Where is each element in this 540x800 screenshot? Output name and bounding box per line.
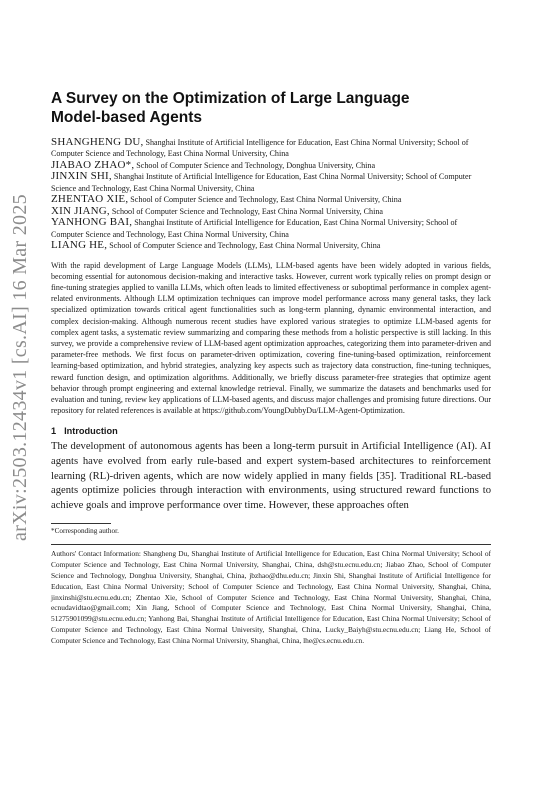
author-entry bbox=[51, 240, 491, 251]
author-name: JIABAO ZHAO*, bbox=[51, 158, 135, 171]
section-number: 1 bbox=[51, 426, 57, 437]
author-affiliation: Shanghai Institute of Artificial Intelligence for Education, East China Normal University; School of Computer Science and Technology, East China Normal University, China bbox=[51, 172, 472, 193]
author-name: LIANG HE, bbox=[51, 239, 108, 252]
author-name: ZHENTAO XIE, bbox=[51, 193, 129, 206]
author-list bbox=[51, 137, 491, 252]
abstract: With the rapid development of Large Language Models (LLMs), LLM-based agents have been widely adopted in various fields, becoming essential for autonomous decision-making and interactive tasks. However, current work typically relies on prompt design or fine-tuning strategies applied to vanilla LLMs, which often leads to limited effectiveness or suboptimal performance in complex agent-related environments. Although LLM optimization techniques can improve model performance across many general tasks, they lack specialized optimization towards critical agent functionalities such as long-term planning, dynamic environmental interaction, and complex decision-making. Although numerous recent studies have explored various strategies to optimize LLM-based agents for complex agent tasks, a systematic review summarizing and comparing these methods from a holistic perspective is still lacking. In this survey, we provide a comprehensive review of LLM-based agent optimization approaches, categorizing them into parameter-driven and parameter-free methods. We first focus on parameter-driven optimization, covering fine-tuning-based optimization, reinforcement learning-based optimization, and hybrid strategies, analyzing key aspects such as trajectory data construction, fine-tuning techniques, reward function design, and optimization algorithms. Additionally, we briefly discuss parameter-free strategies that optimize agent behavior through prompt engineering and external knowledge retrieval. Finally, we summarize the datasets and benchmarks used for evaluation and tuning, review key applications of LLM-based agents, and discuss major challenges and promising future directions. Our repository for related references is available at https://github.com/YoungDubbyDu/LLM-Agent-Optimization. bbox=[51, 260, 491, 416]
author-entry bbox=[51, 137, 491, 160]
section-title: Introduction bbox=[64, 426, 118, 437]
author-entry bbox=[51, 171, 491, 194]
author-name: XIN JIANG, bbox=[51, 204, 110, 217]
author-name: SHANGHENG DU, bbox=[51, 136, 144, 148]
footnote-rule bbox=[51, 523, 111, 524]
author-affiliation: School of Computer Science and Technology, East China Normal University, China bbox=[109, 206, 383, 216]
author-affiliation: School of Computer Science and Technology, East China Normal University, China bbox=[107, 241, 381, 251]
arxiv-identifier: arXiv:2503.12434v1 [cs.AI] 16 Mar 2025 bbox=[8, 194, 31, 541]
author-affiliation: School of Computer Science and Technology, Donghua University, China bbox=[134, 160, 376, 170]
contact-separator bbox=[51, 544, 491, 545]
author-affiliation: Shanghai Institute of Artificial Intelligence for Education, East China Normal University; School of Computer Science and Technology, East China Normal University, China bbox=[51, 138, 469, 159]
paper-page bbox=[51, 90, 491, 647]
author-entry bbox=[51, 194, 491, 205]
author-name: YANHONG BAI, bbox=[51, 216, 133, 229]
author-affiliation: Shanghai Institute of Artificial Intelligence for Education, East China Normal University; School of Computer Science and Technology, East China Normal University, China bbox=[51, 218, 458, 239]
author-name: JINXIN SHI, bbox=[51, 170, 112, 183]
author-contact-information: Authors' Contact Information: Shangheng Du, Shanghai Institute of Artificial Intelligence for Education, East China Normal University; School of Computer Science and Technology, East China Normal University, Shanghai, China, dsh@stu.ecnu.edu.cn; Jiabao Zhao, School of Computer Science and Technology, Donghua University, Shanghai, China, jbzhao@dhu.edu.cn; Jinxin Shi, Shanghai Institute of Artificial Intelligence for Education, East China Normal University; School of Computer Science and Technology, East China Normal University, Shanghai, China, jinxinshi@stu.ecnu.edu.cn; Zhentao Xie, School of Computer Science and Technology, East China Normal University, Shanghai, China, ecnudavidtao@gmail.com; Xin Jiang, School of Computer Science and Technology, East China Normal University, Shanghai, China, 51275901099@stu.ecnu.edu.cn; Yanhong Bai, Shanghai Institute of Artificial Intelligence for Education, East China Normal University; School of Computer Science and Technology, East China Normal University, Shanghai, China, Lucky_Baiyh@stu.ecnu.edu.cn; Liang He, School of Computer Science and Technology, East China Normal University, Shanghai, China, lhe@cs.ecnu.edu.cn. bbox=[51, 548, 491, 646]
author-entry bbox=[51, 160, 491, 171]
author-affiliation: School of Computer Science and Technology, East China Normal University, China bbox=[128, 195, 402, 205]
section-heading bbox=[51, 426, 491, 436]
arxiv-watermark bbox=[4, 155, 36, 580]
author-entry bbox=[51, 217, 491, 240]
corresponding-author-footnote: *Corresponding author. bbox=[51, 526, 119, 535]
paper-title: A Survey on the Optimization of Large Language Model-based Agents bbox=[51, 90, 410, 126]
intro-paragraph: The development of autonomous agents has been a long-term pursuit in Artificial Intelligence (AI). AI agents have evolved from early rule-based and expert system-based architectures to reinforcement learning (RL)-driven agents, which are now widely applied in many fields [35]. Traditional RL-based agents optimize policies through interaction with environments, using structured reward functions to achieve goals and improve performance over time. However, these approaches often bbox=[51, 441, 491, 512]
